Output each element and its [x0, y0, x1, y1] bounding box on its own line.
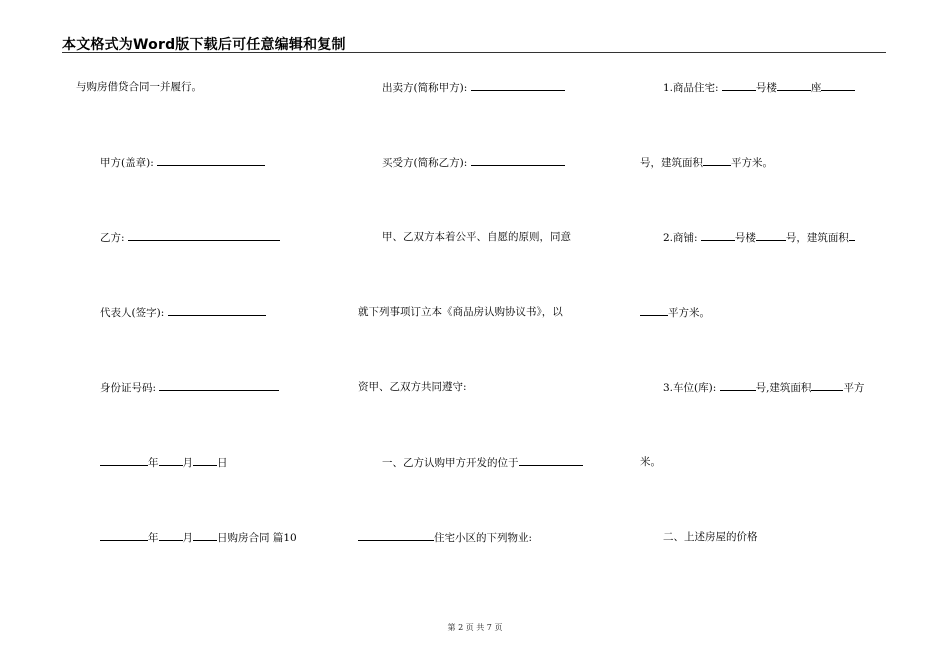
left-line-5-id-number: 身份证号码:: [100, 380, 279, 395]
left-line-2-party-a: 甲方(盖章):: [100, 155, 265, 170]
left-line-1: 与购房借贷合同一并履行。: [76, 81, 202, 93]
left-line-7-date-title: 年 月 日购房合同 篇10: [100, 530, 297, 545]
mid-line-6-located-at: 一、乙方认购甲方开发的位于: [382, 455, 583, 470]
mid-line-3: 甲、乙双方本着公平、自愿的原则，同意: [382, 231, 571, 243]
right-line-2-area: 号，建筑面积 平方米。: [640, 157, 773, 169]
mid-line-1-seller: 出卖方(简称甲方):: [382, 80, 565, 95]
right-line-7-price: 二、上述房屋的价格: [663, 531, 758, 543]
mid-line-5: 资甲、乙双方共同遵守:: [358, 381, 467, 393]
mid-line-4: 就下列事项订立本《商品房认购协议书》，以: [358, 306, 563, 318]
left-line-6-date: 年 月 日: [100, 455, 228, 470]
header-divider: [62, 52, 886, 53]
right-line-1-housing: 1.商品住宅: 号楼 座: [663, 80, 855, 95]
left-line-4-representative: 代表人(签字):: [100, 305, 266, 320]
page-number: 第 2 页 共 7 页: [447, 623, 503, 632]
mid-line-7-residential: 住宅小区的下列物业:: [358, 530, 532, 545]
right-line-5-parking: 3.车位(库): 号,建筑面积 平方: [663, 382, 865, 394]
right-line-6: 米。: [640, 456, 661, 468]
right-line-4-area: 平方米。: [640, 305, 710, 320]
right-line-3-shop: 2.商铺: 号楼 号，建筑面积: [663, 230, 855, 245]
left-line-3-party-b: 乙方:: [100, 230, 280, 245]
document-header: 本文格式为Word版下载后可任意编辑和复制: [62, 37, 346, 53]
mid-line-2-buyer: 买受方(简称乙方):: [382, 155, 565, 170]
